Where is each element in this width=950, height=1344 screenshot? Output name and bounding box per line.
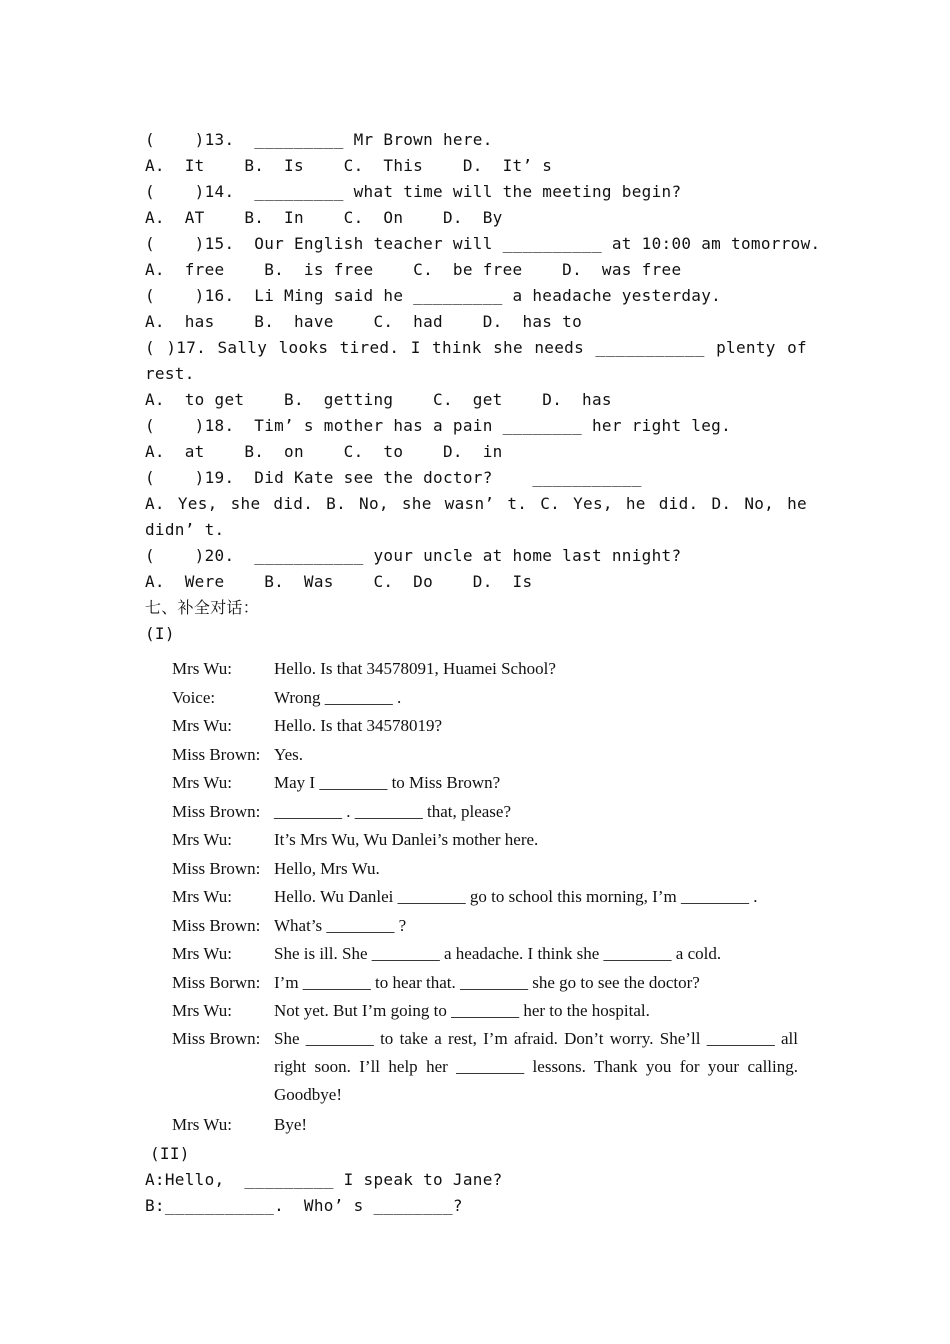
dialogue-speaker: Mrs Wu: — [172, 773, 232, 792]
question-13: ( )13. _________ Mr Brown here. — [145, 130, 493, 149]
dialogue-text: May I ________ to Miss Brown? — [274, 773, 501, 792]
dialogue-speaker: Mrs Wu: — [172, 1001, 232, 1020]
question-20: ( )20. ___________ your uncle at home last nnight? — [145, 546, 682, 565]
dialogue-speaker: Miss Brown: — [172, 859, 261, 878]
options-17: A. to get B. getting C. get D. has — [145, 390, 612, 409]
dialogue-speaker: Mrs Wu: — [172, 830, 232, 849]
dialogue-text: Hello. Is that 34578091, Huamei School? — [274, 659, 556, 678]
dialogue-text: Not yet. But I’m going to ________ her to the hospital. — [274, 1001, 650, 1020]
dialogue-text: Yes. — [274, 745, 303, 764]
dialogue-speaker: Mrs Wu: — [172, 716, 232, 735]
dialogue-speaker: Miss Brown: — [172, 802, 261, 821]
dialogue-speaker: Mrs Wu: — [172, 887, 232, 906]
question-19: ( )19. Did Kate see the doctor? ___________ — [145, 468, 642, 487]
options-16: A. has B. have C. had D. has to — [145, 312, 583, 331]
section-title: 七、补全对话： — [145, 598, 260, 617]
dialogue-speaker: Mrs Wu: — [172, 1115, 232, 1134]
options-19-cont: didn’ t. — [145, 520, 225, 539]
dialogue-speaker: Miss Brown: — [172, 745, 261, 764]
dialogue-speaker: Mrs Wu: — [172, 659, 232, 678]
dialogue-text: ________ . ________ that, please? — [274, 802, 512, 821]
question-18: ( )18. Tim’ s mother has a pain ________ her right leg. — [145, 416, 732, 435]
options-18: A. at B. on C. to D. in — [145, 442, 503, 461]
options-13: A. It B. Is C. This D. It’ s — [145, 156, 553, 175]
dialogue-text: Hello. Is that 34578019? — [274, 716, 443, 735]
dialogue-speaker: Miss Brown: — [172, 916, 261, 935]
dialogue-text: I’m ________ to hear that. ________ she go to see the doctor? — [274, 973, 700, 992]
part2-label: (II) — [150, 1144, 190, 1163]
options-14: A. AT B. In C. On D. By — [145, 208, 503, 227]
question-16: ( )16. Li Ming said he _________ a headache yesterday. — [145, 286, 722, 305]
dialogue-speaker: Miss Borwn: — [172, 973, 261, 992]
question-14: ( )14. _________ what time will the meeting begin? — [145, 182, 682, 201]
part2-line-a: A:Hello, _________ I speak to Jane? — [145, 1170, 503, 1189]
dialogue-text: What’s ________ ? — [274, 916, 407, 935]
options-20: A. Were B. Was C. Do D. Is — [145, 572, 533, 591]
dialogue-text: Wrong ________ . — [274, 688, 402, 707]
question-17: ( )17. Sally looks tired. I think she needs ___________ plenty of — [145, 338, 807, 357]
question-17-cont: rest. — [145, 364, 195, 383]
question-15: ( )15. Our English teacher will __________ at 10:00 am tomorrow. — [145, 234, 821, 253]
dialogue-text: She ________ to take a rest, I’m afraid. Don’t worry. She’ll ________ all right soon. I’ll help her ________ lessons. Thank you for your calling. Goodbye! — [274, 1029, 798, 1104]
dialogue-speaker: Miss Brown: — [172, 1029, 261, 1048]
dialogue-text: Bye! — [274, 1115, 308, 1134]
dialogue-speaker: Voice: — [172, 688, 216, 707]
dialogue-text: It’s Mrs Wu, Wu Danlei’s mother here. — [274, 830, 539, 849]
part1-label: (I) — [145, 624, 175, 643]
part2-line-b: B:___________. Who’ s ________? — [145, 1196, 463, 1215]
options-15: A. free B. is free C. be free D. was free — [145, 260, 682, 279]
options-19: A. Yes, she did. B. No, she wasn’ t. C. Yes, he did. D. No, he — [145, 494, 807, 513]
dialogue-speaker: Mrs Wu: — [172, 944, 232, 963]
dialogue-text: Hello. Wu Danlei ________ go to school this morning, I’m ________ . — [274, 887, 758, 906]
dialogue-text: She is ill. She ________ a headache. I think she ________ a cold. — [274, 944, 722, 963]
dialogue-text: Hello, Mrs Wu. — [274, 859, 380, 878]
